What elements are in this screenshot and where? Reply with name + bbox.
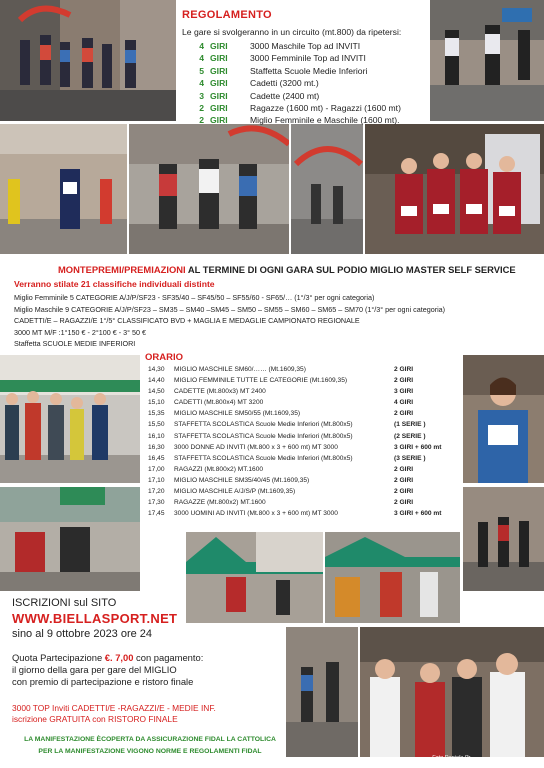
schedule-table bbox=[148, 364, 441, 519]
schedule-row bbox=[148, 375, 441, 386]
regolamento-row bbox=[182, 90, 401, 102]
regolamento-title: REGOLAMENTO bbox=[182, 9, 272, 21]
schedule-row bbox=[148, 453, 441, 464]
quota-block bbox=[12, 652, 203, 688]
schedule-laps: (1 SERIE ) bbox=[394, 421, 426, 429]
quota-amount: €. 7,00 bbox=[104, 652, 134, 663]
race-photo-middle-3 bbox=[291, 124, 363, 254]
schedule-event: 3000 UOMINI AD INVITI (Mt.800 x 3 + 600 mt) MT 3000 bbox=[174, 510, 338, 518]
schedule-time: 14,40 bbox=[148, 377, 165, 385]
race-description: Ragazze (1600 mt) - Ragazzi (1600 mt) bbox=[250, 103, 401, 114]
race-photo-top-right bbox=[430, 0, 544, 121]
schedule-time: 17,30 bbox=[148, 499, 165, 507]
montepremi-subtitle: Verranno stilate 21 classifiche individuali distinte bbox=[14, 279, 215, 289]
registration-site-link[interactable]: WWW.BIELLASPORT.NET bbox=[12, 611, 178, 626]
schedule-laps: 3 GIRI + 600 mt bbox=[394, 510, 442, 518]
iscrizioni-label: ISCRIZIONI sul SITO bbox=[12, 597, 117, 609]
montepremi-line: 3000 MT M/F :1°150 € - 2°100 € - 3° 50 € bbox=[14, 327, 146, 337]
schedule-event: MIGLIO MASCHILE SM35/40/45 (Mt.1609,35) bbox=[174, 476, 310, 484]
laps-count: 2 bbox=[199, 103, 204, 114]
laps-count: 4 bbox=[199, 53, 204, 64]
quota-line-1 bbox=[12, 652, 203, 664]
schedule-laps: 2 GIRI bbox=[394, 465, 414, 473]
laps-count: 2 bbox=[199, 115, 204, 126]
schedule-row bbox=[148, 442, 441, 453]
quota-suffix: con pagamento: bbox=[133, 652, 204, 663]
schedule-laps: 2 GIRI bbox=[394, 410, 414, 418]
regolamento-row bbox=[182, 77, 401, 89]
finish-line-photo bbox=[186, 532, 323, 623]
schedule-row bbox=[148, 419, 441, 430]
schedule-row bbox=[148, 508, 441, 519]
schedule-time: 16,10 bbox=[148, 432, 165, 440]
laps-count: 3 bbox=[199, 90, 204, 101]
schedule-event: MIGLIO MASCHILE SM60/…… (Mt.1609,35) bbox=[174, 366, 306, 373]
schedule-event: MIGLIO MASCHILE SM50/55 (Mt.1609,35) bbox=[174, 410, 301, 418]
schedule-event: CADETTI (Mt.800x4) MT 3200 bbox=[174, 399, 264, 407]
schedule-row bbox=[148, 475, 441, 486]
montepremi-heading bbox=[58, 264, 516, 275]
volunteers-photo bbox=[325, 532, 460, 623]
schedule-laps: (2 SERIE ) bbox=[394, 432, 426, 440]
laps-count: 4 bbox=[199, 78, 204, 89]
regolamento-row bbox=[182, 65, 401, 77]
schedule-laps: 4 GIRI bbox=[394, 399, 414, 407]
schedule-event: 3000 DONNE AD INVITI (Mt.800 x 3 + 600 mt) MT 3000 bbox=[174, 443, 338, 451]
regolamento-row bbox=[182, 114, 401, 126]
schedule-laps: 3 GIRI bbox=[394, 388, 414, 396]
quota-line-2: il giorno della gara per gare del MIGLIO bbox=[12, 664, 177, 675]
race-photo-middle-2 bbox=[129, 124, 289, 254]
laps-unit: GIRI bbox=[210, 41, 228, 51]
schedule-laps: 2 GIRI bbox=[394, 499, 414, 507]
crowd-finish-photo bbox=[360, 627, 544, 757]
schedule-event: RAGAZZI (Mt.800x2) MT.1600 bbox=[174, 465, 264, 473]
schedule-event: MIGLIO FEMMINILE TUTTE LE CATEGORIE (Mt.1609,35) bbox=[174, 377, 348, 385]
schedule-event: STAFFETTA SCOLASTICA Scuole Medie Inferiori (Mt.800x5) bbox=[174, 432, 353, 440]
footer-line-2: PER LA MANIFESTAZIONE VIGONO NORME E REGOLAMENTI FIDAL bbox=[38, 747, 262, 755]
schedule-event: STAFFETTA SCOLASTICA Scuole Medie Inferiori (Mt.800x5) bbox=[174, 421, 353, 429]
laps-count: 5 bbox=[199, 65, 204, 76]
schedule-time: 15,50 bbox=[148, 421, 165, 429]
race-description: Miglio Femminile e Maschile (1600 mt). bbox=[250, 115, 400, 126]
regolamento-intro: Le gare si svolgeranno in un circuito (mt.800) da ripetersi: bbox=[182, 27, 402, 37]
montepremi-rest: AL TERMINE DI OGNI GARA SUL PODIO MIGLIO MASTER SELF SERVICE bbox=[185, 264, 516, 275]
photo-credit: Foto Daniele Pr... bbox=[432, 755, 475, 761]
montepremi-label: MONTEPREMI/PREMIAZIONI bbox=[58, 264, 186, 275]
schedule-row bbox=[148, 464, 441, 475]
montepremi-lines bbox=[14, 292, 445, 350]
schedule-time: 17,45 bbox=[148, 510, 165, 518]
race-photo-top-left bbox=[0, 0, 176, 121]
schedule-laps: 2 GIRI bbox=[394, 488, 414, 496]
podium-photo-women bbox=[365, 124, 544, 254]
laps-unit: GIRI bbox=[210, 103, 228, 114]
footer-line-1: LA MANIFESTAZIONE ÈCOPERTA DA ASSICURAZIONE FIDAL LA CATTOLICA bbox=[24, 736, 276, 743]
quota-prefix: Quota Partecipazione bbox=[12, 652, 105, 663]
quota-line-3: con premio di partecipazione e ristoro finale bbox=[12, 676, 194, 687]
free-registration-block bbox=[12, 703, 216, 725]
laps-unit: GIRI bbox=[210, 53, 228, 64]
schedule-row bbox=[148, 397, 441, 408]
free-registration-line-1: 3000 TOP Inviti CADETTI/E -RAGAZZI/E - MEDIE INF. bbox=[12, 703, 216, 713]
schedule-row bbox=[148, 431, 441, 442]
regolamento-list bbox=[182, 40, 401, 127]
schedule-time: 14,30 bbox=[148, 366, 165, 373]
footer-notes bbox=[0, 734, 300, 757]
race-description: Cadetti (3200 mt.) bbox=[250, 78, 319, 89]
schedule-event: CADETTE (Mt.800x3) MT 2400 bbox=[174, 388, 266, 396]
schedule-event: MIGLIO MASCHILE A/J/S/P (Mt.1609,35) bbox=[174, 488, 296, 496]
athlete-portrait-photo bbox=[463, 355, 544, 483]
schedule-laps: 2 GIRI bbox=[394, 476, 414, 484]
schedule-laps: (3 SERIE ) bbox=[394, 454, 426, 462]
schedule-row bbox=[148, 497, 441, 508]
schedule-row bbox=[148, 386, 441, 397]
schedule-row bbox=[148, 486, 441, 497]
orario-title: ORARIO bbox=[145, 352, 183, 363]
schedule-row bbox=[148, 408, 441, 419]
schedule-time: 14,50 bbox=[148, 388, 165, 396]
free-registration-line-2: iscrizione GRATUITA con RISTORO FINALE bbox=[12, 714, 178, 724]
race-description: Cadette (2400 mt) bbox=[250, 90, 320, 101]
montepremi-line: CADETTI/E – RAGAZZI/E 1°/5° CLASSIFICATO BVD + MAGLIA E MEDAGLIE CAMPIONATO REGIONALE bbox=[14, 316, 360, 326]
schedule-time: 17,10 bbox=[148, 476, 165, 484]
schedule-time: 17,00 bbox=[148, 465, 165, 473]
schedule-row bbox=[148, 364, 441, 375]
athletes-seated-photo bbox=[0, 487, 140, 591]
schedule-time: 15,35 bbox=[148, 410, 165, 418]
regolamento-row bbox=[182, 40, 401, 52]
race-description: 3000 Maschile Top ad INVITI bbox=[250, 41, 361, 51]
race-description: 3000 Femminile Top ad INVITI bbox=[250, 53, 366, 64]
montepremi-line: Miglio Femminile 5 CATEGORIE A/J/P/SF23 - SF35/40 – SF45/50 – SF55/60 - SF65/… (1°/3° per ogni categoria) bbox=[14, 293, 375, 302]
registration-deadline: sino al 9 ottobre 2023 ore 24 bbox=[12, 628, 153, 640]
schedule-time: 16,45 bbox=[148, 454, 165, 462]
race-description: Staffetta Scuole Medie Inferiori bbox=[250, 65, 368, 76]
race-photo-middle-1 bbox=[0, 124, 127, 254]
ceremony-photo bbox=[0, 355, 140, 483]
laps-unit: GIRI bbox=[210, 65, 228, 76]
laps-unit: GIRI bbox=[210, 115, 228, 126]
regolamento-row bbox=[182, 52, 401, 64]
montepremi-line: Staffetta SCUOLE MEDIE INFERIORI bbox=[14, 339, 136, 349]
laps-unit: GIRI bbox=[210, 78, 228, 89]
schedule-laps: 3 GIRI + 600 mt bbox=[394, 443, 442, 451]
schedule-time: 17,20 bbox=[148, 488, 165, 496]
schedule-time: 16,30 bbox=[148, 443, 165, 451]
regolamento-row bbox=[182, 102, 401, 114]
laps-count: 4 bbox=[199, 41, 204, 51]
runners-street-photo bbox=[463, 487, 544, 591]
laps-unit: GIRI bbox=[210, 90, 228, 101]
schedule-event: STAFFETTA SCOLASTICA Scuole Medie Inferiori (Mt.800x5) bbox=[174, 454, 353, 462]
schedule-event: RAGAZZE (Mt.800x2) MT.1600 bbox=[174, 499, 266, 507]
schedule-laps: 2 GIRI bbox=[394, 377, 414, 385]
schedule-laps: 2 GIRI bbox=[394, 366, 414, 373]
schedule-time: 15,10 bbox=[148, 399, 165, 407]
montepremi-line: Miglio Maschile 9 CATEGORIE A/J/P/SF23 – SM35 – SM40 –SM45 – SM50 – SM55 – SM60 – SM65 – SM70 (1°/3° per ogni categoria) bbox=[14, 304, 446, 314]
